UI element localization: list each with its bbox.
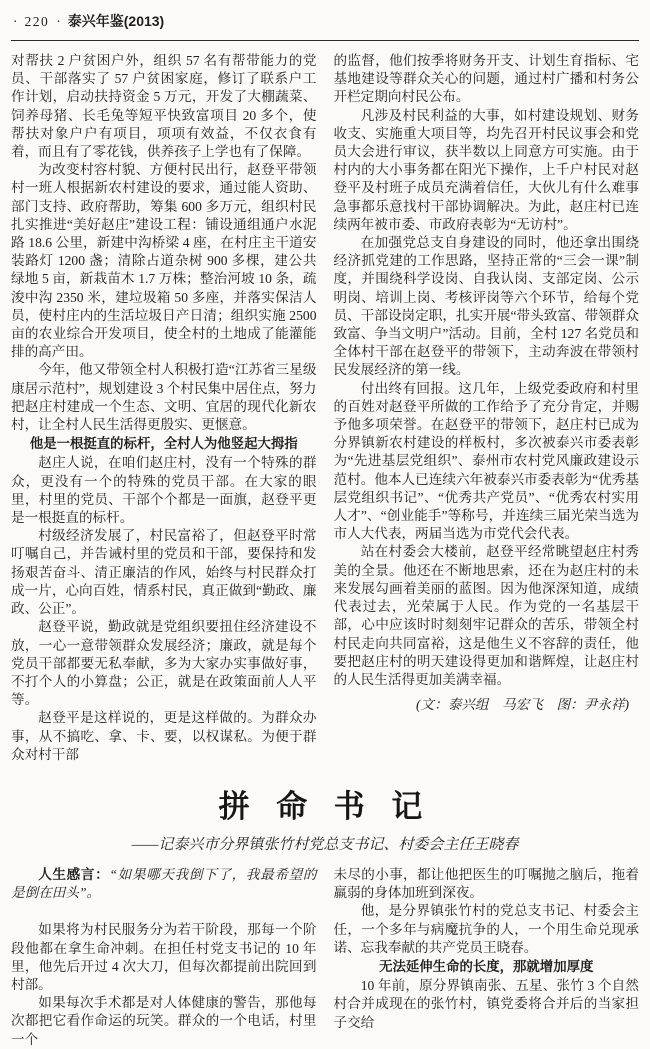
article1-left-column	[11, 52, 317, 764]
header-dot-icon: ·	[13, 14, 18, 29]
paragraph: 凡涉及村民利益的大事，如村建设规划、财务收支、实施重大项目等，均先召开村民议事会和党员大会进行审议，获半数以上同意方可实施。由于村内的大小事务都在阳光下操作，上千户村民对赵登平及村班子成员充满着信任，大伙儿有什么难事急事都乐意找村干部协调解决。为此，赵庄村已连续两年被市委、市政府表彰为“无访村”。	[333, 107, 639, 232]
paragraph: 他，是分界镇张竹村的党总支书记、村委会主任，一个多年与病魔抗争的人，一个用生命兑现承诺、忘我奉献的共产党员王晓春。	[333, 903, 639, 955]
page-number: 220	[24, 14, 50, 29]
section-heading: 无法延伸生命的长度，那就增加厚度	[379, 958, 594, 974]
article1-right-column	[334, 52, 640, 764]
paragraph: 如果将为村民服务分为若干阶段，那每一个阶段他都在拿生命冲刺。在担任村党支书记的 10 年里，他先后开过 4 次大刀，但每次都提前出院回到村部。	[11, 922, 317, 992]
paragraph: 赵登平是这样说的，更是这样做的。为群众办事，从不搞吃、拿、卡、要，以权谋私。为便于群众对村干部	[11, 710, 317, 762]
page-header	[11, 6, 639, 41]
article2-right-column	[334, 866, 640, 1049]
paragraph: 赵登平说，勤政就是党组织要扭住经济建设不放，一心一意带领群众发展经济；廉政，就是每个党员干部都要无私奉献，多为大家办实事做好事，不打个人的小算盘；公正，就是在政策面前人人平等。	[11, 619, 317, 708]
header-dot-icon: ·	[56, 14, 61, 29]
paragraph: 10 年前，原分界镇南张、五星、张竹 3 个自然村合并成现在的张竹村，镇党委将合并后的当家担子交给	[333, 978, 639, 1030]
motto-label: 人生感言：	[38, 866, 110, 882]
section-heading: 他是一根挺直的标杆，全村人为他竖起大拇指	[29, 436, 298, 452]
paragraph: 未尽的小事，都让他把医生的叮嘱抛之脑后，拖着羸弱的身体加班到深夜。	[333, 866, 639, 901]
paragraph: 的监督，他们按季将财务开支、计划生育指标、宅基地建设等群众关心的问题，通过村广播和村务公开栏定期向村民公布。	[333, 53, 639, 105]
paragraph: 为改变村容村貌、方便村民出行，赵登平带领村一班人根据新农村建设的要求，通过能人资助、部门支持、政府帮助，筹集 600 多万元，组织村民扎实推进“美好赵庄”建设工程：铺设通组通户水泥路 18.6 公里，新建中沟桥梁 4 座，在村庄主干道安装路灯 1200 盏；清除占道杂树 900 多棵，建公共绿地 5 亩，新栽苗木 1.7 万株；整治河坡 10 条，疏浚中沟 2350 米，建垃圾箱 50 多座，并落实保洁人员，使村庄内的生活垃圾日产日清；组织实施 2500 亩的农业综合开发项目，使全村的土地成了能灌能排的高产田。	[11, 162, 317, 360]
article1-attribution: (文：泰兴组 马宏飞 图：尹永祥)	[416, 697, 629, 713]
article2-body	[11, 866, 639, 1049]
article1-body	[11, 52, 639, 764]
article2-title: 拼 命 书 记	[218, 788, 432, 824]
paragraph: 今年，他又带领全村人积极打造“江苏省三星级康居示范村”，规划建设 3 个村民集中居住点，努力把赵庄村建成一个生态、文明、宜居的现代化新农村，让全村人民生活得更殷实、更惬意。	[11, 362, 317, 433]
paragraph: 村级经济发展了，村民富裕了，但赵登平时常叮嘱自己，并告诫村里的党员和干部，要保持和发扬艰苦奋斗、清正廉洁的作风，始终与村民群众打成一片，心向百姓，情系村民，真正做到“勤政、廉政、公正”。	[11, 528, 317, 617]
article1-right-paragraphs	[334, 52, 640, 689]
paragraph: 人生感言：“如果哪天我倒下了，我最希望的是倒在田头”。	[11, 866, 317, 901]
paragraph: 在加强党总支自身建设的同时，他还拿出围绕经济抓党建的工作思路，坚持正常的“三会一课”制度，并围绕科学设岗、自我认岗、支部定岗、公示明岗、培训上岗、考核评岗等六个环节，给每个党员、干部设岗定职，扎实开展“带头致富、带领群众致富、争当文明户”活动。目前，全村 127 名党员和全体村干部在赵登平的带领下，主动奔波在带领村民发展经济的第一线。	[333, 235, 639, 378]
article2-subtitle: ——记泰兴市分界镇张竹村党总支书记、村委会主任王晓春	[131, 836, 519, 853]
article2-left-column	[11, 866, 317, 1049]
article2-title-block	[11, 781, 639, 854]
paragraph: 如果每次手术都是对人体健康的警告，那他每次都把它看作命运的玩笑。群众的一个电话，村里一个	[11, 995, 317, 1047]
book-title: 泰兴年鉴(2013)	[67, 13, 165, 29]
paragraph: 对帮扶 2 户贫困户外，组织 57 名有帮带能力的党员、干部落实了 57 户贫困家庭，修订了联系户工作计划，启动扶持资金 5 万元，开发了大棚蔬菜、饲养母猪、长毛兔等短平快致富项目 20 多个，使帮扶对象户户有项目，项项有效益，不仅衣食有着，而且有了零花钱，供养孩子上学也有了保障。	[11, 53, 317, 160]
paragraph: 站在村委会大楼前，赵登平经常眺望赵庄村秀美的全景。他还在不断地思索，还在为赵庄村的未来发展勾画着美丽的蓝图。因为他深深知道，成绩代表过去，光荣属于人民。作为党的一名基层干部，心中应该时时刻刻牢记群众的苦乐，带领全村村民走向共同富裕，这是他生义不容辞的责任，他要把赵庄村的明天建设得更加和谐辉煌，让赵庄村的人民生活得更加美满幸福。	[333, 544, 639, 687]
paragraph: 付出终有回报。这几年，上级党委政府和村里的百姓对赵登平所做的工作给予了充分肯定，并赐予他多项荣誉。在赵登平的带领下，赵庄村已成为分界镇新农村建设的样板村，多次被泰兴市委表彰为“先进基层党组织”、泰州市农村党风廉政建设示范村。他本人已连续六年被泰兴市委表彰为“优秀基层党组织书记”、“优秀共产党员”、“优秀农村实用人才”、“创业能手”等称号，并连续三届光荣当选为市人大代表，两届当选为市党代会代表。	[333, 380, 639, 542]
paragraph: 赵庄人说，在咱们赵庄村，没有一个特殊的群众，更没有一个的特殊的党员干部。在大家的眼里，村里的党员、干部个个都是一面旗，赵登平更是一根挺直的标杆。	[11, 455, 317, 526]
